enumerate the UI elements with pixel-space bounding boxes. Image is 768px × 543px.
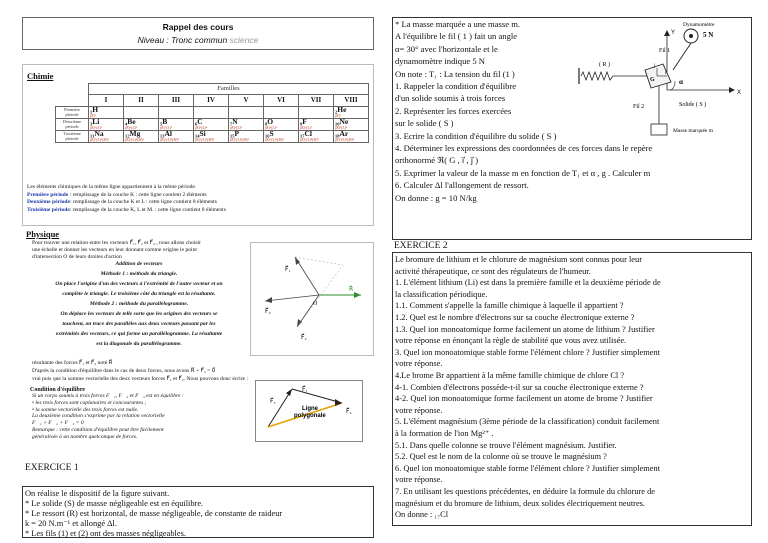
periodic-table xyxy=(55,83,369,143)
exercice1-title: EXERCICE 1 xyxy=(25,463,79,473)
element-cell xyxy=(159,130,194,142)
note-text: Les éléments chimiques de la même ligne appartiennent à la même période. xyxy=(27,184,197,190)
fig-label-r: ( R ) xyxy=(599,62,610,68)
element-cell xyxy=(264,130,299,142)
fig-label-g: G xyxy=(650,77,655,83)
method-line: extrémités des vecteurs, ce qui forme un parallélogramme. La résultante xyxy=(55,331,223,337)
equilibrium-line: généralisée à un nombre quelconque de forces. xyxy=(32,433,138,440)
exercice2-line: votre réponse. xyxy=(395,405,443,415)
poly-label-f1: F⃗₁ xyxy=(302,387,308,393)
chimie-note xyxy=(27,184,196,191)
element-symbol: ₁₅P xyxy=(230,128,240,138)
element-symbol: ₅B xyxy=(160,116,168,126)
period-row xyxy=(56,106,369,118)
exercice1-cont-line: A l'équilibre le fil ( 1 ) fait un angle xyxy=(395,31,518,42)
setup-figure xyxy=(567,20,751,140)
header-box xyxy=(22,17,374,50)
note-text: : remplissage de la couche K : cette ligne contient 2 éléments xyxy=(68,191,207,198)
column-header: V xyxy=(229,95,264,107)
period-label: Troisième période xyxy=(56,130,89,142)
equilibrium-title: Condition d'équilibre xyxy=(30,387,86,393)
element-symbol: ₁₄Si xyxy=(195,128,206,138)
setup-figure-svg xyxy=(567,20,751,140)
period-label: Deuxième période xyxy=(56,118,89,130)
table-corner xyxy=(56,84,89,95)
electron-config: (K)² xyxy=(335,113,342,118)
exercice2-line: 4.Le brome Br appartient à la même famille chimique de chlore Cl ? xyxy=(395,371,625,380)
column-header: VII xyxy=(299,95,334,107)
equilibrium-line: Si un corps soumis à trois forces F⃗₁, F⃗₂ et F⃗₃ est en équilibre : xyxy=(32,393,184,399)
poly-label-f2: F⃗₂ xyxy=(346,409,352,415)
exercice1-cont-line: α= 30° avec l'horizontale et le xyxy=(395,43,498,54)
fig-label-x: X xyxy=(737,90,742,96)
element-cell xyxy=(194,130,229,142)
families-label: Familles xyxy=(89,84,369,95)
table-header-row xyxy=(56,84,369,95)
column-header: VI xyxy=(264,95,299,107)
electron-config: (K)²(L)³ xyxy=(160,125,172,130)
exercice2-line: 1.1. Comment s'appelle la famille chimique à laquelle il appartient ? xyxy=(395,301,624,311)
element-symbol: ₄Be xyxy=(125,116,136,126)
element-cell xyxy=(229,130,264,142)
note-text: : remplissage de la couche K et L : cette ligne contient 8 éléments xyxy=(70,199,217,205)
exercice2-line: 5. L'élément magnésium (3ème période de la classification) conduit facilement xyxy=(395,417,660,427)
exercice2-line: 5.2. Quel est le nom de la colonne où se trouve le magnésium ? xyxy=(395,452,607,462)
exercice1-line: * Les fils (1) et (2) ont des masses négligeables. xyxy=(25,529,186,538)
chimie-note xyxy=(27,192,207,199)
element-cell xyxy=(124,130,159,142)
vec-label-o: O xyxy=(313,301,318,307)
exercice1-cont-line: On donne : g = 10 N/kg xyxy=(395,192,477,203)
equilibrium-line: • la somme vectorielle des trois forces est nulle. xyxy=(32,406,139,413)
exercice1-cont-line: sur le solide ( S ) xyxy=(395,118,454,129)
method-line: Méthode 2 : méthode du parallélogramme. xyxy=(89,301,189,307)
method-line: On place l'origine d'un des vecteurs à l'extrémité de l'autre vecteur et on xyxy=(55,281,223,287)
exercice2-box xyxy=(392,252,752,526)
vec-label-f2: F⃗₂ xyxy=(301,335,307,341)
exercice1-cont-line: dynamomètre indique 5 N xyxy=(395,56,485,67)
chimie-heading: Chimie xyxy=(27,71,54,81)
exercice2-line: votre réponse. xyxy=(395,359,443,369)
column-header: IV xyxy=(194,95,229,107)
condition-line: D'après la condition d'équilibre dans le cas de deux forces, nous avons R⃗ + F⃗₃ = 0⃗ xyxy=(32,368,216,374)
vec-label-r: R⃗ xyxy=(349,287,354,293)
intro-line: une échelle et donner les vecteurs en leur donnant comme origine le point xyxy=(32,247,197,253)
note-lead: Troisième période xyxy=(27,206,70,213)
exercice1-cont-line: 1. Rappeler la condition d'équilibre xyxy=(395,81,517,91)
exercice1-line: k = 20 N.m⁻¹ et allongé Δl. xyxy=(25,519,117,528)
intro-line: d'intersection O de leurs droites d'action xyxy=(32,254,122,260)
polygon-diagram xyxy=(255,380,363,442)
element-symbol: ₁₀Ne xyxy=(335,116,349,126)
method-line: Méthode 1 : méthode du triangle. xyxy=(100,271,178,277)
table-column-row xyxy=(56,95,369,107)
exercice2-line: 1.3. Quel ion monoatomique forme facilement un atome de lithium ? Justifier xyxy=(395,324,655,334)
equilibrium-line: Remarque : cette condition d'équilibre peut être facilement xyxy=(32,427,164,433)
element-symbol: ₂He xyxy=(335,104,347,114)
intro-line: Pour trouver une relation entre les vecteurs F⃗₁, F⃗₂ et F⃗₃ , nous allons choisir xyxy=(32,240,201,246)
element-cell xyxy=(299,130,334,142)
exercice2-line: la classification périodique. xyxy=(395,289,488,299)
method-line: On déplace les vecteurs de telle sorte que les origines des vecteurs se xyxy=(60,311,218,317)
element-symbol: ₁H xyxy=(90,104,99,114)
element-symbol: ₁₇Cl xyxy=(300,128,312,138)
header-niveau xyxy=(23,35,373,45)
electron-config: (K)²(L)⁸(M)⁸ xyxy=(335,137,355,142)
exercice1-continued-box xyxy=(392,17,752,240)
column-header: VIII xyxy=(334,95,369,107)
chimie-note xyxy=(27,199,217,206)
fig-label-dynamometre: Dynamomètre xyxy=(683,22,715,28)
exercice2-line: 6. Quel ion monoatomique stable forme l'élément chlore ? Justifier simplement xyxy=(395,463,661,473)
method-line: est la diagonale du parallélogramme. xyxy=(96,341,182,347)
poly-label-polygonale: polygonale xyxy=(294,413,326,419)
electron-config: (K)²(L)⁷ xyxy=(300,125,313,130)
method-line: complète le triangle. Le troisième côté du triangle est la résultante. xyxy=(62,291,216,297)
exercice1-line: * Le solide (S) de masse négligeable est en équilibre. xyxy=(25,499,204,508)
equilibrium-line: La deuxième condition s'exprime par la relation vectorielle xyxy=(32,413,165,420)
header-title: Rappel des cours xyxy=(162,22,234,32)
exercice1-cont-line: * La masse marquée a une masse m. xyxy=(395,19,521,29)
equilibrium-line: F⃗₁ + F⃗₂ + F⃗₃ = 0⃗ xyxy=(32,420,89,427)
electron-config: (K)²(L)⁵ xyxy=(230,125,243,130)
period-row xyxy=(56,130,369,142)
element-symbol: ₁₃Al xyxy=(160,128,172,138)
electron-config: (K)²(L)⁸(M)³ xyxy=(160,137,179,142)
table-corner xyxy=(56,95,89,107)
fig-label-fil2: Fil 2 xyxy=(633,104,645,110)
note-lead: Deuxième période xyxy=(27,199,71,205)
element-symbol: ₁₂Mg xyxy=(125,128,141,138)
element-symbol: ₇N xyxy=(230,116,238,126)
exercice2-line: 4-2. Quel ion monoatomique forme facilement un atome de brome ? Justifier xyxy=(395,394,653,404)
exercice2-line: Le bromure de lithium et le chlorure de magnésium sont connus pour leur xyxy=(395,255,642,264)
fig-label-masse: Masse marquée m xyxy=(673,128,714,134)
note-text: : remplissage de la couche K, L et M. : cette ligne contient 8 éléments xyxy=(69,206,226,213)
electron-config: (K)²(L)¹ xyxy=(90,125,102,130)
equilibrium-section xyxy=(30,385,370,445)
exercice2-line: votre réponse en énonçant la règle de stabilité que vous avez utilisée. xyxy=(395,336,627,346)
element-symbol: ₃Li xyxy=(90,116,100,126)
exercice1-cont-line: 4. Déterminer les expressions des coordonnées de ces forces dans le repère xyxy=(395,143,653,153)
column-header: III xyxy=(159,95,194,107)
vector-diagram xyxy=(250,242,374,356)
exercice2-line: On donne : ₁₇Cl xyxy=(395,510,449,520)
exercice2-line: activité thérapeutique, ce sont des régulateurs de l'humeur. xyxy=(395,266,591,276)
electron-config: (K)²(L)² xyxy=(125,125,137,130)
exercice1-cont-line: orthonormé ℜ( G , i⃗ , j⃗ ) xyxy=(395,155,479,166)
poly-label-ligne: Ligne xyxy=(302,406,318,412)
element-symbol: ₈O xyxy=(265,116,274,126)
exercice1-cont-line: 6. Calculer Δl l'allongement de ressort. xyxy=(395,180,529,191)
fig-label-fil1: Fil 1 xyxy=(659,48,671,54)
exercice1-cont-line: On note : T₁ : La tension du fil (1 ) xyxy=(395,68,515,79)
exercice1-cont-line: 5. Exprimer la valeur de la masse m en fonction de T₁ et α , g . Calculer m xyxy=(395,167,651,178)
exercice2-line: à la formation de l'ion Mg²⁺ . xyxy=(395,429,494,438)
exercice2-line: 4-1. Combien d'électrons possède-t-il sur sa couche électronique externe ? xyxy=(395,382,644,392)
electron-config: (K)²(L)⁸(M)⁴ xyxy=(195,137,215,142)
exercice2-line: 1. L'élément lithium (Li) est dans la première famille et la deuxième période de xyxy=(395,278,661,288)
physique-heading: Physique xyxy=(26,229,60,239)
equilibrium-line: • les trois forces sont coplanaires et concourantes ; xyxy=(32,399,147,406)
vrai-line: vrai puis que la somme vectorielle des deux vecteurs forces F⃗₁ et F⃗₂. Nous pouvons donc écrire : xyxy=(32,376,248,382)
exercice1-cont-line: 3. Ecrire la condition d'équilibre du solide ( S ) xyxy=(395,130,557,141)
element-cell xyxy=(334,130,369,142)
fig-label-alpha: α xyxy=(679,78,683,86)
exercice1-cont-line: d'un solide soumis à trois forces xyxy=(395,93,506,104)
electron-config: (K)²(L)⁸ xyxy=(335,125,348,130)
element-cell xyxy=(89,130,124,142)
electron-config: (K)²(L)⁸(M)⁵ xyxy=(230,137,250,142)
electron-config: (K)²(L)⁸(M)⁶ xyxy=(265,137,285,142)
exercice1-box xyxy=(22,486,374,538)
exercice2-line: 7. En utilisant les questions précédentes, en déduire la formule du chlorure de xyxy=(395,487,656,496)
niveau-label: Niveau : Tronc commun xyxy=(137,35,228,45)
method-line: Addition de vecteurs xyxy=(115,261,163,267)
exercice2-line: 3. Quel ion monoatomique stable forme l'élément chlore ? Justifier simplement xyxy=(395,347,661,357)
column-header: I xyxy=(89,95,124,107)
exercice1-line: On réalise le dispositif de la figure suivant. xyxy=(25,489,170,498)
exercice2-line: magnésium et du bromure de lithium, deux solides électriquement neutres. xyxy=(395,498,646,508)
niveau-accent: science xyxy=(229,35,259,45)
note-lead: Première période xyxy=(27,191,69,198)
electron-config: (K)²(L)⁸(M)² xyxy=(125,137,144,142)
element-symbol: ₁₁Na xyxy=(90,128,104,138)
fig-label-i: i xyxy=(665,71,667,76)
resultant-line: résultante des forces F⃗₁ et F⃗₂ noté R⃗ xyxy=(32,360,113,366)
element-symbol: ₁₈Ar xyxy=(335,128,349,138)
column-header: II xyxy=(124,95,159,107)
exercice2-line: 1.2. Quel est le nombre d'électrons sur sa couche électronique externe ? xyxy=(395,313,635,322)
electron-config: (K)²(L)⁸(M)¹ xyxy=(90,137,109,142)
vector-diagram-svg xyxy=(251,243,373,355)
method-line: touchent, on trace des parallèles aux deux vecteurs passant par les xyxy=(62,321,216,327)
fig-label-5n: 5 N xyxy=(703,31,714,39)
electron-config: (K)²(L)⁸(M)⁷ xyxy=(300,137,320,142)
electron-config: (K)²(L)⁶ xyxy=(265,125,278,130)
poly-label-f3: F⃗₃ xyxy=(270,399,276,405)
chimie-note xyxy=(27,207,226,214)
fig-label-solide: Solide ( S ) xyxy=(679,102,707,108)
exercice2-title: EXERCICE 2 xyxy=(394,241,448,251)
polygon-diagram-svg xyxy=(256,381,362,441)
exercice2-line: votre réponse. xyxy=(395,475,443,485)
exercice2-line: 5.1. Dans quelle colonne se trouve l'élément magnésium. Justifier. xyxy=(395,440,617,450)
fig-label-j: j xyxy=(654,64,656,69)
exercice1-line: * Le ressort (R) est horizontal, de masse négligeable, de constante de raideur xyxy=(25,509,283,518)
period-label: Première période xyxy=(56,106,89,118)
exercice1-cont-line: 2. Représenter les forces exercées xyxy=(395,105,512,116)
electron-config: (K)¹ xyxy=(90,113,97,118)
electron-config: (K)²(L)⁴ xyxy=(195,125,208,130)
chimie-box xyxy=(22,64,374,226)
element-symbol: ₆C xyxy=(195,116,203,126)
periodic-table-grid xyxy=(55,83,369,143)
vec-label-f3: F⃗₃ xyxy=(265,309,271,315)
vec-label-f1: F⃗₁ xyxy=(285,267,291,273)
element-symbol: ₉F xyxy=(300,116,307,126)
fig-label-y: Y xyxy=(671,30,676,36)
element-symbol: ₁₆S xyxy=(265,128,274,138)
